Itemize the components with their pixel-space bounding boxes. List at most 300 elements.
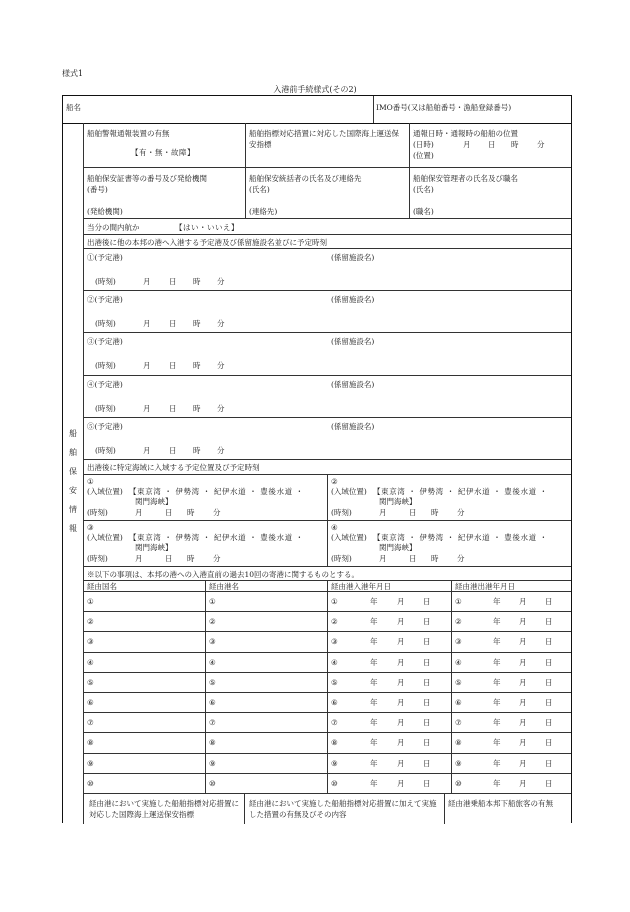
row-number: ⑤ bbox=[331, 677, 338, 687]
domestic-route-label: 当分の間内航か bbox=[87, 223, 140, 232]
port-history-column-header: 経由港名 bbox=[209, 582, 239, 591]
side-label-char: 報 bbox=[69, 524, 77, 533]
sea-area-number: ① bbox=[87, 477, 94, 486]
year-label: 年 bbox=[493, 738, 501, 748]
port-name-field[interactable] bbox=[221, 734, 321, 750]
departure-date-field[interactable] bbox=[467, 633, 567, 649]
rule-line bbox=[83, 234, 571, 235]
departure-date-field[interactable] bbox=[467, 694, 567, 710]
report-day-label: 日 bbox=[488, 140, 496, 149]
month-label: 月 bbox=[135, 508, 143, 517]
minute-label: 分 bbox=[213, 554, 221, 563]
mooring-facility-label: (係留施設名) bbox=[331, 337, 375, 347]
day-label: 日 bbox=[169, 361, 177, 371]
port-name-field[interactable] bbox=[221, 714, 321, 730]
next-port-label: ②(予定港) bbox=[87, 295, 123, 305]
day-label: 日 bbox=[423, 718, 431, 728]
sea-area-options-cont: 関門海峡】 bbox=[379, 543, 417, 552]
month-label: 月 bbox=[143, 403, 151, 413]
month-label: 月 bbox=[379, 508, 387, 517]
hour-label: 時 bbox=[187, 508, 195, 517]
entry-position-label: (入域位置) bbox=[87, 487, 123, 496]
day-label: 日 bbox=[409, 508, 417, 517]
month-label: 月 bbox=[519, 718, 527, 728]
arrival-date-field[interactable] bbox=[343, 613, 447, 629]
month-label: 月 bbox=[143, 277, 151, 286]
row-number: ⑩ bbox=[455, 778, 462, 788]
mooring-facility-field[interactable] bbox=[381, 250, 561, 262]
entry-position-label: (入域位置) bbox=[87, 533, 123, 542]
year-label: 年 bbox=[370, 718, 378, 728]
year-label: 年 bbox=[493, 698, 501, 707]
port-country-field[interactable] bbox=[99, 775, 199, 791]
next-port-time-field[interactable] bbox=[119, 443, 239, 455]
alert-system-label: 船舶警報通報装置の有無 bbox=[87, 129, 170, 138]
row-number: ③ bbox=[331, 637, 338, 647]
year-label: 年 bbox=[493, 778, 501, 788]
mooring-facility-label: (係留施設名) bbox=[331, 295, 375, 305]
month-label: 月 bbox=[519, 778, 527, 788]
next-port-field[interactable] bbox=[123, 292, 323, 304]
row-number: ② bbox=[455, 617, 462, 627]
port-country-field[interactable] bbox=[99, 694, 199, 710]
sea-area-options-cont: 関門海峡】 bbox=[135, 497, 173, 506]
day-label: 日 bbox=[423, 698, 431, 707]
day-label: 日 bbox=[423, 657, 431, 667]
rule-line bbox=[83, 652, 571, 653]
entry-time-label: (時刻) bbox=[87, 508, 108, 517]
rule-line bbox=[83, 566, 571, 567]
row-number: ⑦ bbox=[87, 718, 94, 728]
row-number: ④ bbox=[331, 657, 338, 667]
minute-label: 分 bbox=[217, 319, 225, 329]
month-label: 月 bbox=[397, 597, 405, 606]
entry-time-label: (時刻) bbox=[87, 554, 108, 563]
cso-name-label: (氏名) bbox=[249, 185, 270, 194]
year-label: 年 bbox=[493, 637, 501, 647]
next-port-field[interactable] bbox=[123, 250, 323, 262]
next-port-field[interactable] bbox=[123, 334, 323, 346]
row-number: ④ bbox=[209, 657, 216, 667]
row-number: ④ bbox=[455, 657, 462, 667]
row-number: ① bbox=[331, 597, 338, 606]
certificate-number-field[interactable] bbox=[119, 182, 239, 194]
row-number: ② bbox=[87, 617, 94, 627]
hour-label: 時 bbox=[193, 319, 201, 329]
month-label: 月 bbox=[397, 778, 405, 788]
minute-label: 分 bbox=[217, 403, 225, 413]
year-label: 年 bbox=[370, 657, 378, 667]
security-info-form bbox=[62, 95, 572, 823]
form-label: 様式1 bbox=[62, 69, 84, 78]
cso-contact-field[interactable] bbox=[285, 204, 405, 216]
port-history-column-header: 経由港入港年月日 bbox=[331, 582, 391, 591]
arrival-date-field[interactable] bbox=[343, 775, 447, 791]
month-label: 月 bbox=[397, 718, 405, 728]
report-hour-label: 時 bbox=[511, 140, 519, 149]
month-label: 月 bbox=[519, 758, 527, 768]
month-label: 月 bbox=[379, 554, 387, 563]
sea-area-options: 【東京湾 ・ 伊勢湾 ・ 紀伊水道 ・ 豊後水道 ・ bbox=[129, 533, 304, 542]
year-label: 年 bbox=[493, 718, 501, 728]
year-label: 年 bbox=[370, 738, 378, 748]
certificate-issuer-field[interactable] bbox=[133, 204, 241, 216]
month-label: 月 bbox=[397, 677, 405, 687]
row-number: ⑤ bbox=[455, 677, 462, 687]
sea-area-number: ④ bbox=[331, 523, 338, 532]
day-label: 日 bbox=[165, 508, 173, 517]
day-label: 日 bbox=[423, 617, 431, 627]
sea-area-number: ② bbox=[331, 477, 338, 486]
month-label: 月 bbox=[397, 657, 405, 667]
month-label: 月 bbox=[143, 361, 151, 371]
hour-label: 時 bbox=[431, 508, 439, 517]
row-number: ⑨ bbox=[87, 758, 94, 768]
port-country-field[interactable] bbox=[99, 654, 199, 670]
month-label: 月 bbox=[397, 617, 405, 627]
port-name-field[interactable] bbox=[221, 654, 321, 670]
sea-area-options: 【東京湾 ・ 伊勢湾 ・ 紀伊水道 ・ 豊後水道 ・ bbox=[373, 487, 548, 496]
port-country-field[interactable] bbox=[99, 674, 199, 690]
port-country-field[interactable] bbox=[99, 633, 199, 649]
mooring-facility-field[interactable] bbox=[381, 334, 561, 346]
rule-line bbox=[83, 459, 571, 460]
side-label-char: 船 bbox=[69, 429, 77, 438]
entry-time-label: (時刻) bbox=[331, 508, 352, 517]
mooring-facility-field[interactable] bbox=[381, 292, 561, 304]
departure-date-field[interactable] bbox=[467, 775, 567, 791]
day-label: 日 bbox=[545, 597, 553, 606]
row-number: ③ bbox=[209, 637, 216, 647]
port-history-column-header: 経由国名 bbox=[87, 582, 117, 591]
ship-security-info-side-label bbox=[63, 424, 83, 538]
year-label: 年 bbox=[493, 677, 501, 687]
passengers-disembarking-label: 経由港乗船本邦下船旅客の有無 bbox=[448, 799, 553, 808]
domestic-route-select[interactable] bbox=[175, 220, 235, 232]
month-label: 月 bbox=[519, 657, 527, 667]
month-label: 月 bbox=[519, 617, 527, 627]
port-name-field[interactable] bbox=[221, 694, 321, 710]
column-divider bbox=[244, 793, 245, 824]
rule-line bbox=[83, 167, 571, 168]
row-number: ⑦ bbox=[209, 718, 216, 728]
month-label: 月 bbox=[397, 738, 405, 748]
next-port-time-field[interactable] bbox=[119, 358, 239, 370]
port-country-field[interactable] bbox=[99, 714, 199, 730]
next-port-time-label: (時刻) bbox=[95, 403, 116, 413]
rule-line bbox=[83, 417, 571, 418]
next-port-label: ④(予定港) bbox=[87, 379, 123, 389]
month-label: 月 bbox=[397, 758, 405, 768]
port-country-field[interactable] bbox=[99, 734, 199, 750]
port-name-field[interactable] bbox=[221, 633, 321, 649]
mooring-facility-field[interactable] bbox=[381, 419, 561, 431]
year-label: 年 bbox=[493, 657, 501, 667]
next-port-time-field[interactable] bbox=[119, 401, 239, 413]
rule-line bbox=[83, 712, 571, 713]
row-number: ④ bbox=[87, 657, 94, 667]
sea-area-select[interactable] bbox=[373, 530, 563, 552]
day-label: 日 bbox=[169, 445, 177, 455]
side-label-char: 舶 bbox=[69, 448, 77, 457]
certificate-label: 船舶保安証書等の番号及び発給機関 bbox=[87, 174, 207, 183]
next-port-time-label: (時刻) bbox=[95, 277, 116, 286]
row-number: ⑨ bbox=[331, 758, 338, 768]
port-isps-level-label: 経由港において実施した船舶指標対応措置に対応した国際海上運送保安指標 bbox=[89, 799, 239, 819]
next-port-time-label: (時刻) bbox=[95, 361, 116, 371]
row-number: ⑩ bbox=[331, 778, 338, 788]
day-label: 日 bbox=[423, 758, 431, 768]
sso-name-label: (氏名) bbox=[413, 185, 434, 194]
year-label: 年 bbox=[370, 698, 378, 707]
month-label: 月 bbox=[135, 554, 143, 563]
day-label: 日 bbox=[409, 554, 417, 563]
rule-line bbox=[83, 248, 571, 249]
row-number: ③ bbox=[87, 637, 94, 647]
next-port-field[interactable] bbox=[123, 377, 323, 389]
next-port-time-field[interactable] bbox=[119, 274, 239, 286]
port-country-field[interactable] bbox=[99, 755, 199, 771]
day-label: 日 bbox=[169, 319, 177, 329]
day-label: 日 bbox=[423, 637, 431, 647]
sea-area-options: 【東京湾 ・ 伊勢湾 ・ 紀伊水道 ・ 豊後水道 ・ bbox=[129, 487, 304, 496]
departure-date-field[interactable] bbox=[467, 613, 567, 629]
departure-date-field[interactable] bbox=[467, 755, 567, 771]
month-label: 月 bbox=[397, 698, 405, 707]
report-month-label: 月 bbox=[463, 140, 471, 149]
sea-area-select[interactable] bbox=[129, 530, 319, 552]
column-divider bbox=[444, 793, 445, 824]
row-number: ② bbox=[209, 617, 216, 627]
minute-label: 分 bbox=[217, 445, 225, 455]
day-label: 日 bbox=[165, 554, 173, 563]
report-minute-label: 分 bbox=[537, 140, 545, 149]
isps-level-label: 船舶指標対応措置に対応した国際海上運送保安指標 bbox=[249, 129, 399, 149]
minute-label: 分 bbox=[457, 554, 465, 563]
hour-label: 時 bbox=[193, 277, 201, 286]
report-position-field-label: (位置) bbox=[413, 151, 434, 160]
rule-line bbox=[83, 520, 571, 521]
departure-date-field[interactable] bbox=[467, 654, 567, 670]
certificate-number-label: (番号) bbox=[87, 185, 108, 194]
sso-title-field[interactable] bbox=[439, 204, 567, 216]
sso-title-label: (職名) bbox=[413, 207, 434, 216]
day-label: 日 bbox=[545, 698, 553, 707]
side-label-char: 保 bbox=[69, 467, 77, 476]
mooring-facility-label: (係留施設名) bbox=[331, 253, 375, 262]
sso-label: 船舶保安管理者の氏名及び職名 bbox=[413, 174, 518, 183]
port-country-field[interactable] bbox=[99, 593, 199, 609]
additional-measures-label: 経由港において実施した船舶指標対応措置に加えて実施した措置の有無及びその内容 bbox=[249, 799, 437, 819]
sea-area-options-cont: 関門海峡】 bbox=[135, 543, 173, 552]
row-number: ⑨ bbox=[209, 758, 216, 768]
rule-line bbox=[83, 773, 571, 774]
port-country-field[interactable] bbox=[99, 613, 199, 629]
page-title: 入港前手続様式(その2) bbox=[273, 85, 357, 94]
isps-level-field[interactable] bbox=[249, 152, 405, 166]
month-label: 月 bbox=[519, 738, 527, 748]
day-label: 日 bbox=[423, 597, 431, 606]
arrival-date-field[interactable] bbox=[343, 755, 447, 771]
row-number: ⑥ bbox=[87, 698, 94, 707]
year-label: 年 bbox=[370, 758, 378, 768]
row-number: ⑨ bbox=[455, 758, 462, 768]
year-label: 年 bbox=[493, 617, 501, 627]
minute-label: 分 bbox=[457, 508, 465, 517]
entry-time-field[interactable] bbox=[361, 505, 481, 517]
day-label: 日 bbox=[423, 677, 431, 687]
year-label: 年 bbox=[370, 637, 378, 647]
entry-time-field[interactable] bbox=[117, 551, 237, 563]
port-history-note: ※以下の事項は、本邦の港への入港直前の過去10回の寄港に関するものとする。 bbox=[87, 570, 360, 579]
rule-line bbox=[83, 732, 571, 733]
month-label: 月 bbox=[397, 637, 405, 647]
day-label: 日 bbox=[545, 738, 553, 748]
minute-label: 分 bbox=[217, 361, 225, 371]
hour-label: 時 bbox=[193, 403, 201, 413]
row-number: ⑥ bbox=[209, 698, 216, 707]
year-label: 年 bbox=[370, 597, 378, 606]
report-datetime-label: (日時) bbox=[413, 140, 434, 149]
row-number: ⑩ bbox=[209, 778, 216, 788]
rule-line bbox=[83, 332, 571, 333]
port-name-field[interactable] bbox=[221, 593, 321, 609]
day-label: 日 bbox=[169, 403, 177, 413]
day-label: 日 bbox=[545, 778, 553, 788]
next-port-label: ⑤(予定港) bbox=[87, 421, 123, 431]
next-port-time-label: (時刻) bbox=[95, 445, 116, 455]
column-divider bbox=[409, 123, 410, 218]
minute-label: 分 bbox=[213, 508, 221, 517]
rule-line bbox=[63, 123, 571, 124]
imo-number-field[interactable] bbox=[376, 111, 566, 121]
year-label: 年 bbox=[370, 677, 378, 687]
entry-position-label: (入域位置) bbox=[331, 487, 367, 496]
day-label: 日 bbox=[545, 637, 553, 647]
day-label: 日 bbox=[545, 718, 553, 728]
port-history-column-header: 経由港出港年月日 bbox=[455, 582, 515, 591]
report-position-field[interactable] bbox=[443, 148, 563, 160]
column-divider bbox=[245, 123, 246, 218]
row-number: ① bbox=[209, 597, 216, 606]
day-label: 日 bbox=[545, 758, 553, 768]
report-position-label: 通報日時・通報時の船舶の位置 bbox=[413, 129, 518, 138]
rule-line bbox=[83, 290, 571, 291]
row-number: ⑥ bbox=[331, 698, 338, 707]
port-name-field[interactable] bbox=[221, 755, 321, 771]
year-label: 年 bbox=[370, 617, 378, 627]
rule-line bbox=[83, 793, 571, 794]
rule-line bbox=[83, 631, 571, 632]
arrival-date-field[interactable] bbox=[343, 694, 447, 710]
row-number: ⑦ bbox=[455, 718, 462, 728]
alert-system-select[interactable] bbox=[131, 145, 211, 157]
cso-contact-label: (連絡先) bbox=[249, 207, 278, 216]
row-number: ③ bbox=[455, 637, 462, 647]
departure-date-field[interactable] bbox=[467, 734, 567, 750]
row-number: ⑤ bbox=[209, 677, 216, 687]
arrival-date-field[interactable] bbox=[343, 734, 447, 750]
port-name-field[interactable] bbox=[221, 775, 321, 791]
port-name-field[interactable] bbox=[221, 674, 321, 690]
rule-line bbox=[83, 692, 571, 693]
next-port-field[interactable] bbox=[123, 419, 323, 431]
side-label-char: 情 bbox=[69, 505, 77, 514]
sea-area-select[interactable] bbox=[129, 484, 319, 506]
entry-time-field[interactable] bbox=[117, 505, 237, 517]
row-number: ⑦ bbox=[331, 718, 338, 728]
row-number: ① bbox=[455, 597, 462, 606]
month-label: 月 bbox=[519, 677, 527, 687]
day-label: 日 bbox=[169, 277, 177, 286]
imo-number-label: IMO番号(又は船舶番号・漁船登録番号) bbox=[376, 103, 512, 112]
rule-line bbox=[83, 753, 571, 754]
day-label: 日 bbox=[545, 617, 553, 627]
month-label: 月 bbox=[519, 698, 527, 707]
arrival-date-field[interactable] bbox=[343, 654, 447, 670]
month-label: 月 bbox=[519, 597, 527, 606]
sea-area-options-cont: 関門海峡】 bbox=[379, 497, 417, 506]
ship-name-field[interactable] bbox=[93, 98, 373, 118]
next-port-label: ③(予定港) bbox=[87, 337, 123, 347]
departure-date-field[interactable] bbox=[467, 593, 567, 609]
month-label: 月 bbox=[143, 319, 151, 329]
domestic-route-options: 【はい・いいえ】 bbox=[175, 223, 239, 232]
row-number: ① bbox=[87, 597, 94, 606]
sea-area-number: ③ bbox=[87, 523, 94, 532]
cso-name-field[interactable] bbox=[275, 182, 405, 194]
rule-line bbox=[83, 375, 571, 376]
mooring-facility-field[interactable] bbox=[381, 377, 561, 389]
arrival-date-field[interactable] bbox=[343, 674, 447, 690]
rule-line bbox=[83, 218, 571, 219]
column-divider bbox=[373, 96, 374, 123]
port-name-field[interactable] bbox=[221, 613, 321, 629]
next-port-time-label: (時刻) bbox=[95, 319, 116, 329]
ship-name-label: 船名 bbox=[66, 103, 81, 112]
arrival-date-field[interactable] bbox=[343, 633, 447, 649]
entry-time-label: (時刻) bbox=[331, 554, 352, 563]
mooring-facility-label: (係留施設名) bbox=[331, 379, 375, 389]
sea-area-select[interactable] bbox=[373, 484, 563, 506]
arrival-date-field[interactable] bbox=[343, 714, 447, 730]
mooring-facility-label: (係留施設名) bbox=[331, 421, 375, 431]
row-number: ⑧ bbox=[331, 738, 338, 748]
hour-label: 時 bbox=[193, 445, 201, 455]
arrival-date-field[interactable] bbox=[343, 593, 447, 609]
month-label: 月 bbox=[143, 445, 151, 455]
entry-position-label: (入域位置) bbox=[331, 533, 367, 542]
row-number: ⑩ bbox=[87, 778, 94, 788]
year-label: 年 bbox=[370, 778, 378, 788]
hour-label: 時 bbox=[187, 554, 195, 563]
sea-area-options: 【東京湾 ・ 伊勢湾 ・ 紀伊水道 ・ 豊後水道 ・ bbox=[373, 533, 548, 542]
departure-date-field[interactable] bbox=[467, 674, 567, 690]
rule-line bbox=[83, 611, 571, 612]
row-number: ⑧ bbox=[209, 738, 216, 748]
entry-time-field[interactable] bbox=[361, 551, 481, 563]
next-port-time-field[interactable] bbox=[119, 316, 239, 328]
rule-line bbox=[83, 672, 571, 673]
month-label: 月 bbox=[519, 637, 527, 647]
row-number: ② bbox=[331, 617, 338, 627]
row-number: ⑥ bbox=[455, 698, 462, 707]
day-label: 日 bbox=[545, 677, 553, 687]
departure-date-field[interactable] bbox=[467, 714, 567, 730]
day-label: 日 bbox=[423, 778, 431, 788]
sso-name-field[interactable] bbox=[439, 182, 567, 194]
side-label-char: 安 bbox=[69, 486, 77, 495]
